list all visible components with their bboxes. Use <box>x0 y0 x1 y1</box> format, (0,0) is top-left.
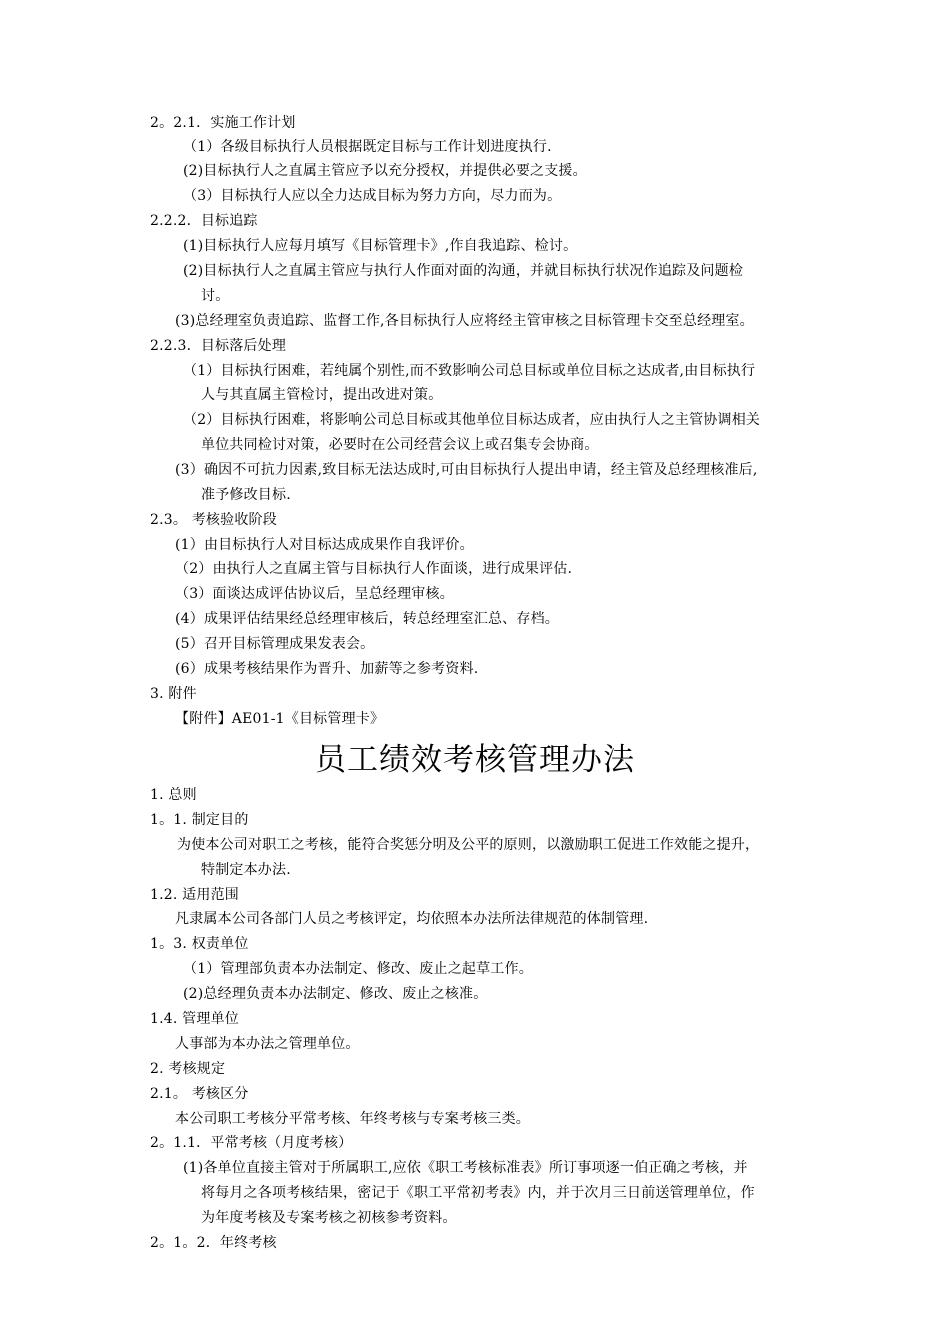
heading-2-1: 2.1。 考核区分 <box>150 1086 249 1102</box>
paragraph-continuation: 特制定本办法. <box>201 862 291 878</box>
attachment-reference: 【附件】AE01-1《目标管理卡》 <box>175 711 385 727</box>
list-item: （3）目标执行人应以全力达成目标为努力方向，尽力而为。 <box>183 188 562 204</box>
list-item: (2)目标执行人之直属主管应与执行人作面对面的沟通，并就目标执行状况作追踪及问题检 <box>183 263 744 279</box>
list-item: （1）各级目标执行人员根据既定目标与工作计划进度执行. <box>183 139 552 155</box>
list-item: (2)目标执行人之直属主管应予以充分授权，并提供必要之支援。 <box>183 163 587 179</box>
list-item: (2)总经理负责本办法制定、修改、废止之核准。 <box>183 986 488 1002</box>
document-title: 员工绩效考核管理办法 <box>315 742 635 778</box>
heading-2-1-2: 2。1。2．年终考核 <box>150 1235 277 1251</box>
paragraph: 为使本公司对职工之考核，能符合奖惩分明及公平的原则，以激励职工促进工作效能之提升， <box>177 837 760 853</box>
list-item: (4）成果评估结果经总经理审核后，转总经理室汇总、存档。 <box>175 611 559 627</box>
heading-1-2: 1.2. 适用范围 <box>150 887 239 903</box>
list-item-continuation: 人与其直属主管检讨，提出改进对策。 <box>201 387 443 403</box>
paragraph: 本公司职工考核分平常考核、年终考核与专案考核三类。 <box>175 1111 530 1127</box>
list-item: (6）成果考核结果作为晋升、加薪等之参考资料. <box>175 661 479 677</box>
list-item-continuation: 将每月之各项考核结果，密记于《职工平常初考表》内，并于次月三日前送管理单位，作 <box>201 1185 755 1201</box>
heading-2-2-3: 2.2.3．目标落后处理 <box>150 338 287 354</box>
paragraph: 凡隶属本公司各部门人员之考核评定，均依照本办法所法律规范的体制管理. <box>175 911 649 927</box>
list-item: (1）由目标执行人对目标达成成果作自我评价。 <box>175 537 474 553</box>
list-item: （1）管理部负责本办法制定、修改、废止之起草工作。 <box>183 961 533 977</box>
heading-1-3: 1。3. 权责单位 <box>150 936 249 952</box>
list-item: （3）面谈达成评估协议后，呈总经理审核。 <box>175 586 454 602</box>
list-item: (3)总经理室负责追踪、监督工作,各目标执行人应将经主管审核之目标管理卡交至总经理室。 <box>175 313 754 329</box>
paragraph: 人事部为本办法之管理单位。 <box>175 1036 360 1052</box>
heading-3: 3. 附件 <box>150 686 197 702</box>
list-item: (1)各单位直接主管对于所属职工,应依《职工考核标准表》所订事项逐一伯正确之考核，并 <box>183 1160 748 1176</box>
list-item: (1)目标执行人应每月填写《目标管理卡》,作自我追踪、检讨。 <box>183 238 578 254</box>
list-item-continuation: 准予修改目标. <box>201 487 291 503</box>
list-item-continuation: 为年度考核及专案考核之初核参考资料。 <box>201 1210 457 1226</box>
heading-2-3: 2.3。 考核验收阶段 <box>150 512 277 528</box>
list-item: (3）确因不可抗力因素,致目标无法达成时,可由目标执行人提出申请，经主管及总经理核准后, <box>175 462 758 478</box>
heading-1-1: 1。1. 制定目的 <box>150 812 249 828</box>
heading-1: 1. 总则 <box>150 787 197 803</box>
list-item: （1）目标执行困难，若纯属个别性,而不致影响公司总目标或单位目标之达成者,由目标执行 <box>183 363 756 379</box>
list-item-continuation: 讨。 <box>201 288 230 304</box>
list-item: （2）目标执行困难，将影响公司总目标或其他单位目标达成者，应由执行人之主管协调相关 <box>183 412 761 428</box>
heading-2-2-1: 2。2.1．实施工作计划 <box>150 115 296 131</box>
heading-1-4: 1.4. 管理单位 <box>150 1011 239 1027</box>
list-item: （2）由执行人之直属主管与目标执行人作面谈，进行成果评估. <box>175 561 573 577</box>
list-item: (5）召开目标管理成果发表会。 <box>175 636 375 652</box>
list-item-continuation: 单位共同检讨对策，必要时在公司经营会议上或召集专会协商。 <box>201 437 599 453</box>
heading-2-2-2: 2.2.2．目标追踪 <box>150 213 258 229</box>
heading-2-1-1: 2。1.1．平常考核（月度考核） <box>150 1135 353 1151</box>
heading-2: 2. 考核规定 <box>150 1061 226 1077</box>
